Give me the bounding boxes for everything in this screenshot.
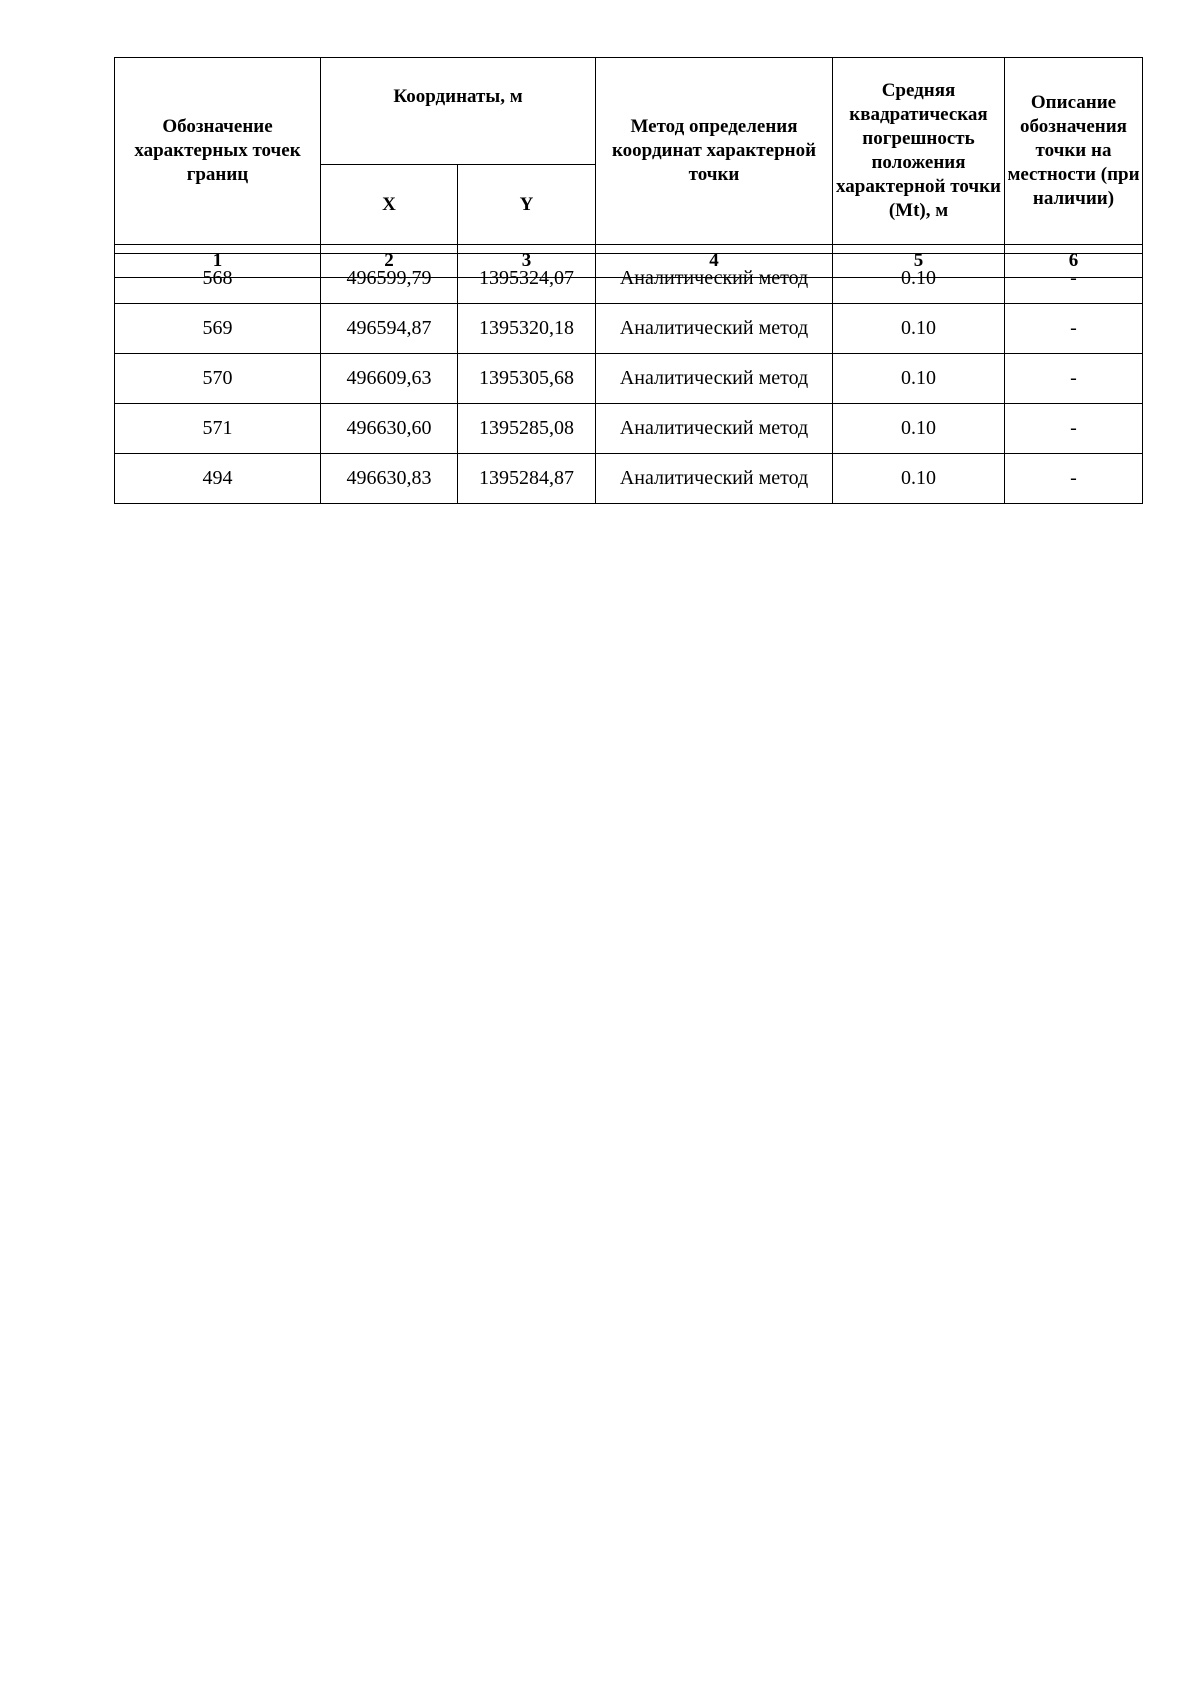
table-row (115, 304, 1143, 354)
coordinates-table-header (114, 57, 1143, 278)
cell-method: Аналитический метод (596, 304, 833, 354)
header-y: Y (458, 165, 596, 245)
header-coordinates-label: Координаты, м (393, 86, 523, 107)
header-x: X (321, 165, 458, 245)
column-number: 1 (115, 245, 321, 278)
column-number: 5 (833, 245, 1005, 278)
cell-point: 494 (115, 454, 321, 504)
cell-desc: - (1005, 454, 1143, 504)
cell-desc: - (1005, 254, 1143, 304)
table-row (115, 354, 1143, 404)
table-row (115, 404, 1143, 454)
column-number: 3 (458, 245, 596, 278)
header-description: Описание обозначения точки на местности (при наличии) (1005, 58, 1143, 245)
header-coordinates (321, 58, 596, 165)
cell-x: 496630,60 (321, 404, 458, 454)
cell-desc: - (1005, 304, 1143, 354)
cell-method: Аналитический метод (596, 354, 833, 404)
cell-y: 1395284,87 (458, 454, 596, 504)
cell-desc: - (1005, 404, 1143, 454)
cell-point: 569 (115, 304, 321, 354)
cell-point: 571 (115, 404, 321, 454)
cell-mt: 0.10 (833, 454, 1005, 504)
cell-y: 1395305,68 (458, 354, 596, 404)
header-row (115, 58, 1143, 165)
cell-y: 1395285,08 (458, 404, 596, 454)
cell-y: 1395324,07 (458, 254, 596, 304)
table-row (115, 454, 1143, 504)
cell-desc: - (1005, 354, 1143, 404)
cell-method: Аналитический метод (596, 454, 833, 504)
header-method: Метод определения координат характерной точки (596, 58, 833, 245)
cell-y: 1395320,18 (458, 304, 596, 354)
header-point-designation: Обозначение характерных точек границ (115, 58, 321, 245)
cell-mt: 0.10 (833, 254, 1005, 304)
table-row (115, 254, 1143, 304)
cell-method: Аналитический метод (596, 404, 833, 454)
coordinates-table-body (114, 253, 1143, 504)
cell-method: Аналитический метод (596, 254, 833, 304)
cell-point: 568 (115, 254, 321, 304)
cell-mt: 0.10 (833, 354, 1005, 404)
cell-mt: 0.10 (833, 404, 1005, 454)
column-number: 4 (596, 245, 833, 278)
cell-point: 570 (115, 354, 321, 404)
cell-x: 496609,63 (321, 354, 458, 404)
cell-x: 496599,79 (321, 254, 458, 304)
column-number: 6 (1005, 245, 1143, 278)
header-mean-error: Средняя квадратическая погрешность положения характерной точки (Mt), м (833, 58, 1005, 245)
column-number: 2 (321, 245, 458, 278)
cell-x: 496594,87 (321, 304, 458, 354)
cell-x: 496630,83 (321, 454, 458, 504)
cell-mt: 0.10 (833, 304, 1005, 354)
